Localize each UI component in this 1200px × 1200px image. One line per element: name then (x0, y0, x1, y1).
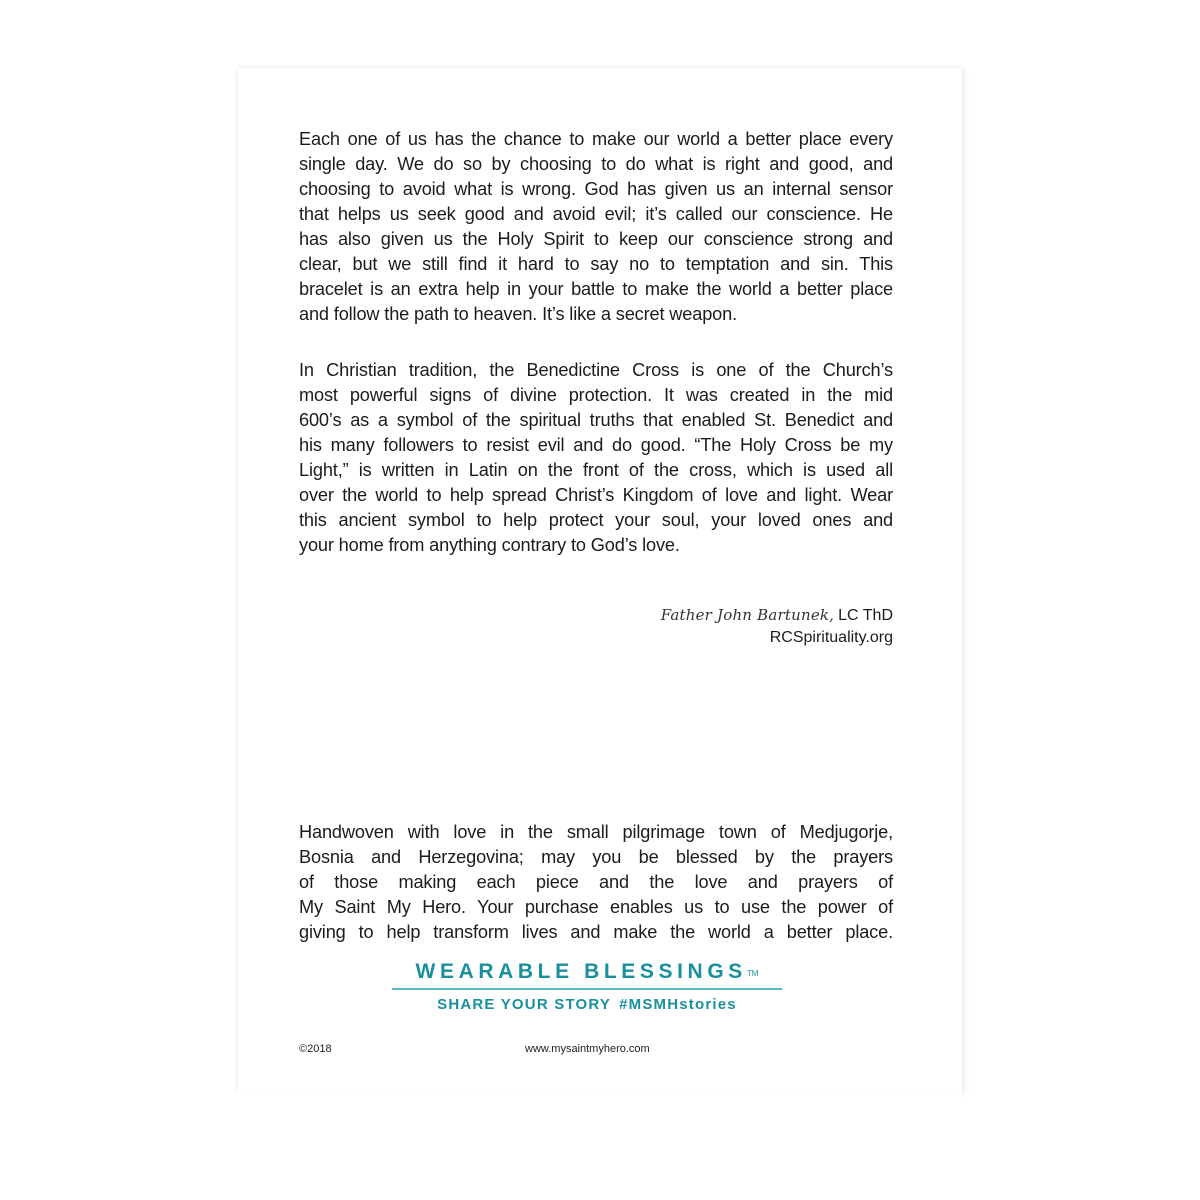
text-line: over the world to help spread Christ’s Kingdom of love and light. Wear (299, 485, 893, 505)
brand-title-text: WEARABLE BLESSINGS (415, 960, 747, 983)
text-line: Light,” is written in Latin on the front of the cross, which is used all (299, 460, 893, 480)
paragraph-benedictine-cross (299, 358, 893, 558)
author-credentials: LC ThD (838, 607, 893, 624)
text-line: bracelet is an extra help in your battle to make the world a better place (299, 279, 893, 299)
text-line: of those making each piece and the love and prayers of (299, 872, 893, 892)
text-line: choosing to avoid what is wrong. God has given us an internal sensor (299, 179, 893, 199)
text-line: this ancient symbol to help protect your soul, your loved ones and (299, 510, 893, 530)
brand-block (392, 958, 782, 1016)
footer-url: www.mysaintmyhero.com (525, 1043, 650, 1055)
text-line: giving to help transform lives and make the world a better place. (299, 922, 893, 942)
author-website: RCSpirituality.org (769, 629, 893, 646)
text-line: that helps us seek good and avoid evil; it’s called our conscience. He (299, 204, 893, 224)
text-line: single day. We do so by choosing to do what is right and good, and (299, 154, 893, 174)
text-line: your home from anything contrary to God’s love. (299, 535, 680, 555)
text-line: clear, but we still find it hard to say no to temptation and sin. This (299, 254, 893, 274)
hashtag: #MSMHstories (619, 996, 737, 1013)
tagline-text: SHARE YOUR STORY (437, 996, 612, 1013)
text-line: My Saint My Hero. Your purchase enables us to use the power of (299, 897, 893, 917)
text-line: has also given us the Holy Spirit to keep our conscience strong and (299, 229, 893, 249)
paragraph-conscience (299, 127, 893, 327)
text-line: and follow the path to heaven. It’s like a secret weapon. (299, 304, 738, 324)
text-line: In Christian tradition, the Benedictine Cross is one of the Church’s (299, 360, 893, 380)
text-line: Handwoven with love in the small pilgrimage town of Medjugorje, (299, 822, 893, 842)
brand-title (392, 958, 782, 986)
text-line: Bosnia and Herzegovina; may you be blessed by the prayers (299, 847, 893, 867)
brand-tagline (392, 994, 782, 1016)
card-bottom-fade (238, 1060, 962, 1100)
copyright: ©2018 (299, 1043, 332, 1055)
paragraph-handwoven (299, 820, 893, 945)
text-line: his many followers to resist evil and do good. “The Holy Cross be my (299, 435, 893, 455)
author-signature (661, 604, 893, 649)
trademark-mark: TM (746, 969, 759, 978)
brand-divider (392, 988, 782, 990)
text-line: 600’s as a symbol of the spiritual truths that enabled St. Benedict and (299, 410, 893, 430)
signature-script: Father John Bartunek, (660, 606, 835, 624)
text-line: most powerful signs of divine protection. It was created in the mid (299, 385, 893, 405)
text-line: Each one of us has the chance to make our world a better place every (299, 129, 893, 149)
